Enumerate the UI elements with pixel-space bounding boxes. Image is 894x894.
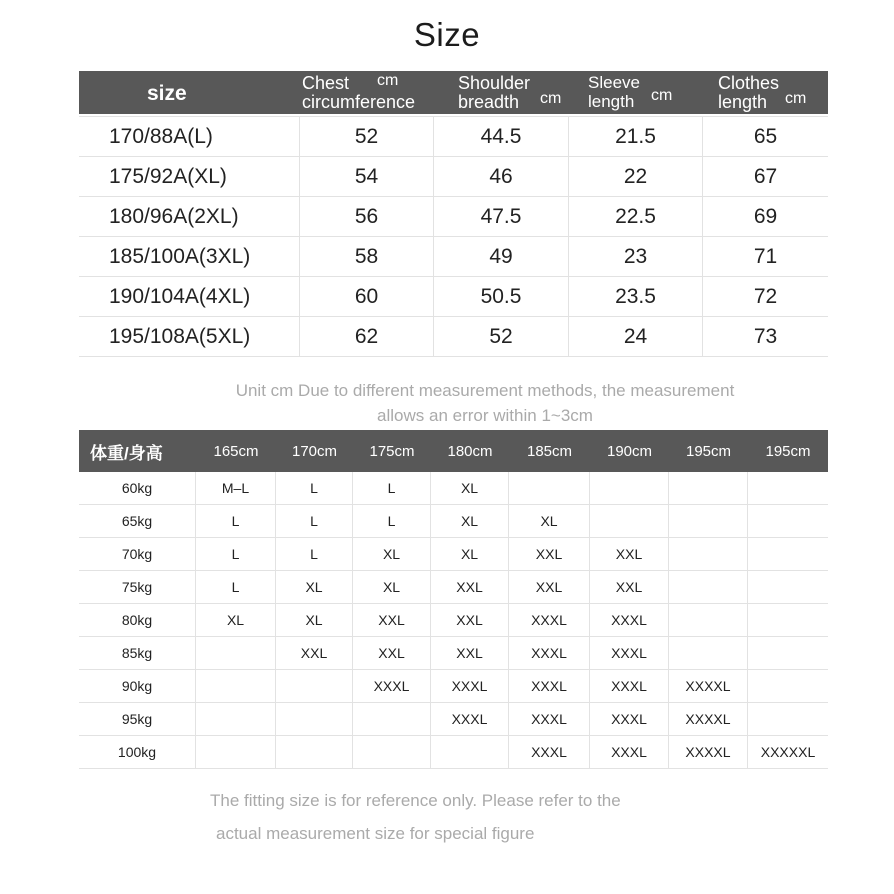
fitting-note-line1: The fitting size is for reference only. Please refer to the (210, 791, 621, 810)
recommended-size-cell: L (276, 472, 353, 504)
recommended-size-cell: XXXL (509, 604, 590, 636)
header-sleeve-line2: length (588, 92, 635, 111)
weight-label: 100kg (79, 736, 196, 768)
weight-height-body (79, 472, 828, 769)
recommended-size-cell: L (353, 472, 431, 504)
clothes-length-value: 72 (753, 284, 778, 308)
sleeve-value: 23 (569, 237, 703, 276)
recommended-size-cell (590, 505, 669, 537)
measurement-table (79, 71, 828, 357)
recommended-size-cell: XXXL (590, 670, 669, 702)
clothes-length-value: 65 (753, 124, 778, 148)
table-row (79, 703, 828, 736)
recommended-size-cell: XXXXL (669, 703, 748, 735)
table-row (79, 736, 828, 769)
table-row (79, 571, 828, 604)
recommended-size-cell: XXXL (353, 670, 431, 702)
table-row (79, 197, 828, 237)
measurement-note-line2: allows an error within 1~3cm (377, 406, 593, 425)
recommended-size-cell (669, 538, 748, 570)
weight-label: 65kg (79, 505, 196, 537)
chest-value: 60 (300, 277, 434, 316)
recommended-size-cell (669, 637, 748, 669)
table-row (79, 472, 828, 505)
recommended-size-cell (196, 736, 276, 768)
recommended-size-cell: XXXL (509, 736, 590, 768)
size-label: 180/96A(2XL) (79, 197, 300, 236)
recommended-size-cell: L (196, 505, 276, 537)
clothes-length-value: 69 (753, 204, 778, 228)
recommended-size-cell: XXL (431, 571, 509, 603)
size-label: 175/92A(XL) (79, 157, 300, 196)
recommended-size-cell (748, 670, 828, 702)
recommended-size-cell: XL (276, 571, 353, 603)
chest-value: 58 (300, 237, 434, 276)
table-row (79, 670, 828, 703)
recommended-size-cell (196, 637, 276, 669)
fitting-note-line2: actual measurement size for special figure (216, 824, 535, 843)
height-header: 195cm (685, 442, 732, 460)
recommended-size-cell: XL (276, 604, 353, 636)
recommended-size-cell: XL (431, 538, 509, 570)
header-chest-unit: cm (377, 72, 399, 89)
recommended-size-cell: XXXL (509, 670, 590, 702)
recommended-size-cell (748, 538, 828, 570)
table-row (79, 538, 828, 571)
shoulder-value: 47.5 (434, 197, 569, 236)
recommended-size-cell (276, 670, 353, 702)
recommended-size-cell (431, 736, 509, 768)
height-header: 195cm (765, 442, 811, 460)
recommended-size-cell (196, 670, 276, 702)
chest-value: 52 (300, 117, 434, 156)
recommended-size-cell (590, 472, 669, 504)
recommended-size-cell: XL (509, 505, 590, 537)
recommended-size-cell (748, 472, 828, 504)
shoulder-value: 50.5 (434, 277, 569, 316)
header-shoulder-cell (434, 71, 569, 114)
shoulder-value: 52 (434, 317, 569, 356)
weight-label: 85kg (79, 637, 196, 669)
table-row (79, 277, 828, 317)
clothes-length-value: 71 (753, 244, 778, 268)
page-title: Size (413, 16, 481, 53)
recommended-size-cell: XXL (431, 637, 509, 669)
recommended-size-cell (748, 571, 828, 603)
header-shoulder-line2: breadth (458, 92, 520, 112)
recommended-size-cell: XXXL (590, 736, 669, 768)
sleeve-value: 23.5 (569, 277, 703, 316)
sleeve-value: 22.5 (569, 197, 703, 236)
table-row (79, 505, 828, 538)
size-label: 195/108A(5XL) (79, 317, 300, 356)
weight-height-table (79, 430, 828, 769)
header-size-cell (79, 71, 300, 114)
recommended-size-cell (353, 736, 431, 768)
weight-label: 80kg (79, 604, 196, 636)
shoulder-value: 49 (434, 237, 569, 276)
recommended-size-cell: XXXL (509, 703, 590, 735)
recommended-size-cell (669, 505, 748, 537)
weight-label: 75kg (79, 571, 196, 603)
chest-value: 56 (300, 197, 434, 236)
recommended-size-cell: XXXXL (669, 670, 748, 702)
clothes-length-value: 67 (753, 164, 778, 188)
recommended-size-cell: XL (431, 472, 509, 504)
height-header: 185cm (526, 442, 573, 460)
recommended-size-cell (669, 604, 748, 636)
chest-value: 54 (300, 157, 434, 196)
header-chest-line1: Chest (302, 73, 350, 93)
table-row (79, 604, 828, 637)
recommended-size-cell (276, 703, 353, 735)
recommended-size-cell (276, 736, 353, 768)
weight-height-header (79, 430, 828, 472)
recommended-size-cell: L (353, 505, 431, 537)
recommended-size-cell: XL (353, 571, 431, 603)
header-size: size (147, 82, 187, 105)
recommended-size-cell (748, 703, 828, 735)
height-header: 180cm (447, 442, 493, 460)
recommended-size-cell: XL (353, 538, 431, 570)
recommended-size-cell (669, 571, 748, 603)
header-chest-line2: circumference (302, 92, 416, 112)
height-header: 190cm (606, 442, 653, 460)
header-sleeve-cell (569, 71, 703, 114)
recommended-size-cell: XXXXXL (760, 744, 816, 760)
recommended-size-cell: XXXL (590, 703, 669, 735)
table-row (79, 637, 828, 670)
recommended-size-cell (748, 505, 828, 537)
size-label: 190/104A(4XL) (79, 277, 300, 316)
recommended-size-cell: XXL (353, 604, 431, 636)
recommended-size-cell (196, 703, 276, 735)
weight-label: 95kg (79, 703, 196, 735)
recommended-size-cell: L (276, 505, 353, 537)
measurement-table-header (79, 71, 828, 114)
recommended-size-cell: L (276, 538, 353, 570)
table-row (79, 117, 828, 157)
recommended-size-cell (748, 637, 828, 669)
height-header: 165cm (213, 442, 259, 460)
size-label: 185/100A(3XL) (79, 237, 300, 276)
weight-label: 70kg (79, 538, 196, 570)
recommended-size-cell: XXL (431, 604, 509, 636)
recommended-size-cell (669, 472, 748, 504)
recommended-size-cell: M–L (196, 472, 276, 504)
recommended-size-cell: XXXL (590, 604, 669, 636)
recommended-size-cell (748, 604, 828, 636)
header-shoulder-unit: cm (540, 90, 562, 107)
shoulder-value: 44.5 (434, 117, 569, 156)
weight-label: 60kg (79, 472, 196, 504)
fitting-note (210, 784, 830, 850)
recommended-size-cell: XXXL (509, 637, 590, 669)
sleeve-value: 24 (569, 317, 703, 356)
height-header: 175cm (369, 442, 415, 460)
corner-label: 体重/身高 (90, 443, 163, 463)
recommended-size-cell: XXL (276, 637, 353, 669)
clothes-length-value: 73 (753, 324, 778, 348)
recommended-size-cell: XXXL (590, 637, 669, 669)
sleeve-value: 22 (569, 157, 703, 196)
recommended-size-cell: XL (431, 505, 509, 537)
recommended-size-cell: XXL (509, 538, 590, 570)
recommended-size-cell: XXXXL (669, 736, 748, 768)
recommended-size-cell (509, 472, 590, 504)
header-shoulder-line1: Shoulder (458, 73, 531, 93)
weight-label: 90kg (79, 670, 196, 702)
recommended-size-cell: XL (196, 604, 276, 636)
recommended-size-cell: L (196, 538, 276, 570)
recommended-size-cell: XXL (590, 571, 669, 603)
recommended-size-cell: XXL (353, 637, 431, 669)
table-row (79, 317, 828, 357)
shoulder-value: 46 (434, 157, 569, 196)
measurement-table-body (79, 116, 828, 357)
header-clothes-line2: length (718, 92, 768, 112)
table-row (79, 237, 828, 277)
header-chest-cell (300, 71, 434, 114)
recommended-size-cell (353, 703, 431, 735)
sleeve-value: 21.5 (569, 117, 703, 156)
header-sleeve-line1: Sleeve (588, 73, 640, 92)
recommended-size-cell: XXXL (431, 703, 509, 735)
recommended-size-cell: L (196, 571, 276, 603)
height-header: 170cm (291, 442, 338, 460)
measurement-note (120, 378, 850, 428)
chest-value: 62 (300, 317, 434, 356)
recommended-size-cell: XXXL (431, 670, 509, 702)
recommended-size-cell: XXL (590, 538, 669, 570)
header-clothes-line1: Clothes (718, 73, 780, 93)
header-sleeve-unit: cm (651, 87, 673, 104)
header-clothes-cell (703, 71, 828, 114)
header-clothes-unit: cm (785, 90, 807, 107)
size-label: 170/88A(L) (79, 117, 300, 156)
measurement-note-line1: Unit cm Due to different measurement methods, the measurement (235, 381, 735, 400)
recommended-size-cell: XXL (509, 571, 590, 603)
table-row (79, 157, 828, 197)
